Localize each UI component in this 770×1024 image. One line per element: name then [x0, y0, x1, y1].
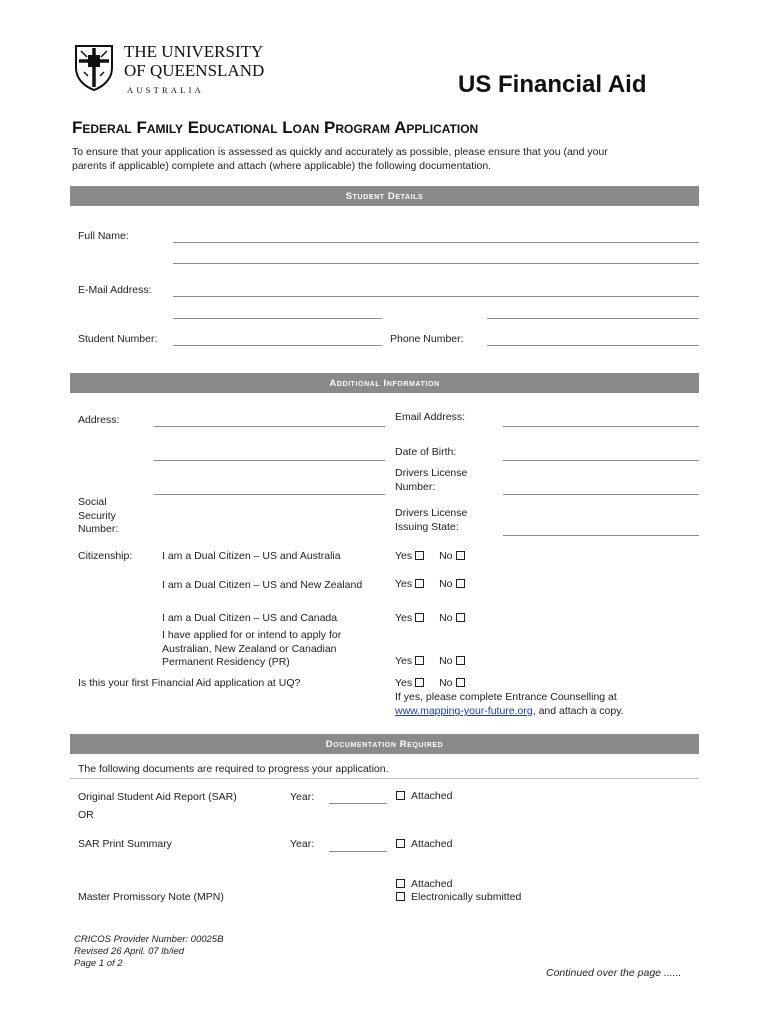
divider [70, 778, 699, 779]
dual-citizen-ca-label: I am a Dual Citizen – US and Canada [162, 612, 338, 624]
full-name-label: Full Name: [78, 230, 129, 242]
no-label: No [439, 677, 453, 689]
first-application-label: Is this your first Financial Aid application at UQ? [78, 677, 301, 689]
date-of-birth-field[interactable] [503, 460, 699, 461]
page-title: US Financial Aid [458, 71, 647, 98]
citizenship-label: Citizenship: [78, 550, 133, 562]
sar-label: Original Student Aid Report (SAR) [78, 791, 237, 803]
no-checkbox[interactable] [456, 551, 465, 560]
dual-citizen-au-label: I am a Dual Citizen – US and Australia [162, 550, 341, 562]
yes-label: Yes [395, 677, 413, 689]
sar-print-attached-option [396, 838, 452, 852]
address-field-line1[interactable] [154, 426, 385, 427]
dual-citizen-au-options [395, 550, 471, 564]
sar-year-label: Year: [290, 791, 315, 803]
attached-label: Attached [411, 838, 453, 850]
address-label: Address: [78, 414, 120, 426]
documentation-heading: Documentation Required [70, 734, 699, 754]
dual-citizen-nz-options [395, 578, 471, 592]
pr-applied-label: I have applied for or intend to apply for Australian, New Zealand or Canadian Permanent Residency (PR) [162, 629, 342, 668]
mapping-your-future-link[interactable]: www.mapping-your-future.org [395, 705, 533, 717]
sar-print-year-label: Year: [290, 838, 315, 850]
email-address-label: Email Address: [395, 411, 466, 423]
first-application-options [395, 677, 471, 691]
mpn-label: Master Promissory Note (MPN) [78, 891, 224, 903]
university-name-line1: THE UNIVERSITY [124, 42, 264, 61]
full-name-field[interactable] [173, 242, 699, 243]
sar-print-year-field[interactable] [329, 851, 387, 852]
dual-citizen-nz-label: I am a Dual Citizen – US and New Zealand [162, 579, 363, 591]
sar-attached-checkbox[interactable] [396, 791, 405, 800]
yes-checkbox[interactable] [415, 579, 424, 588]
attached-label: Attached [411, 790, 453, 802]
email-label: E-Mail Address: [78, 284, 152, 296]
mpn-attached-checkbox[interactable] [396, 879, 405, 888]
yes-checkbox[interactable] [415, 678, 424, 687]
university-country: AUSTRALIA [127, 85, 204, 95]
electronically-submitted-label: Electronically submitted [411, 891, 522, 903]
counselling-link-line [395, 705, 624, 719]
documentation-intro: The following documents are required to progress your application. [78, 763, 389, 775]
mpn-electronic-option [396, 891, 521, 905]
student-number-label: Student Number: [78, 333, 158, 345]
page-number: Page 1 of 2 [74, 958, 123, 969]
university-logo [72, 42, 272, 98]
intro-text-line1: To ensure that your application is assessed as quickly and accurately as possible, please ensure that you (and your [72, 146, 608, 158]
drivers-license-state-label: Drivers License Issuing State: [395, 507, 468, 533]
no-label: No [439, 612, 453, 624]
drivers-license-number-field[interactable] [503, 494, 699, 495]
sar-print-label: SAR Print Summary [78, 838, 172, 850]
full-name-field-line2[interactable] [173, 263, 699, 264]
mpn-electronic-checkbox[interactable] [396, 892, 405, 901]
date-of-birth-label: Date of Birth: [395, 446, 457, 458]
email-field-line2-left[interactable] [173, 318, 382, 319]
social-security-label: Social Security Number: [78, 496, 119, 535]
no-label: No [439, 655, 453, 667]
revised-date: Revised 26 April. 07 lb/ied [74, 946, 185, 957]
pr-applied-options [395, 655, 471, 669]
no-checkbox[interactable] [456, 579, 465, 588]
no-checkbox[interactable] [456, 613, 465, 622]
counselling-text: If yes, please complete Entrance Counselling at [395, 691, 617, 703]
address-field-line2[interactable] [154, 460, 385, 461]
drivers-license-number-label: Drivers License Number: [395, 467, 468, 493]
yes-checkbox[interactable] [415, 551, 424, 560]
email-field[interactable] [173, 296, 699, 297]
no-label: No [439, 550, 453, 562]
address-field-line3[interactable] [154, 494, 385, 495]
yes-label: Yes [395, 612, 413, 624]
additional-info-heading: Additional Information [70, 373, 699, 393]
dual-citizen-ca-options [395, 612, 471, 626]
yes-label: Yes [395, 655, 413, 667]
yes-label: Yes [395, 578, 413, 590]
form-title: Federal Family Educational Loan Program Application [72, 118, 479, 137]
email-address-field[interactable] [503, 426, 699, 427]
drivers-license-state-field[interactable] [503, 535, 699, 536]
sar-year-field[interactable] [329, 803, 387, 804]
intro-text-line2: parents if applicable) complete and attach (where applicable) the following documentation. [72, 160, 492, 172]
continued-note: Continued over the page ...... [546, 967, 682, 979]
university-name-line2: OF QUEENSLAND [124, 61, 265, 80]
counselling-tail: , and attach a copy. [532, 705, 624, 717]
phone-number-label: Phone Number: [390, 333, 464, 345]
cricos-number: CRICOS Provider Number: 00025B [74, 934, 224, 945]
no-label: No [439, 578, 453, 590]
mpn-attached-option [396, 878, 452, 892]
no-checkbox[interactable] [456, 678, 465, 687]
student-details-heading: Student Details [70, 186, 699, 206]
yes-checkbox[interactable] [415, 613, 424, 622]
student-number-field[interactable] [173, 345, 382, 346]
attached-label: Attached [411, 878, 453, 890]
no-checkbox[interactable] [456, 656, 465, 665]
email-field-line2-right[interactable] [487, 318, 699, 319]
sar-attached-option [396, 790, 452, 804]
or-label: OR [78, 809, 94, 821]
phone-number-field[interactable] [487, 345, 699, 346]
yes-label: Yes [395, 550, 413, 562]
yes-checkbox[interactable] [415, 656, 424, 665]
sar-print-attached-checkbox[interactable] [396, 839, 405, 848]
crest-icon [72, 42, 116, 92]
